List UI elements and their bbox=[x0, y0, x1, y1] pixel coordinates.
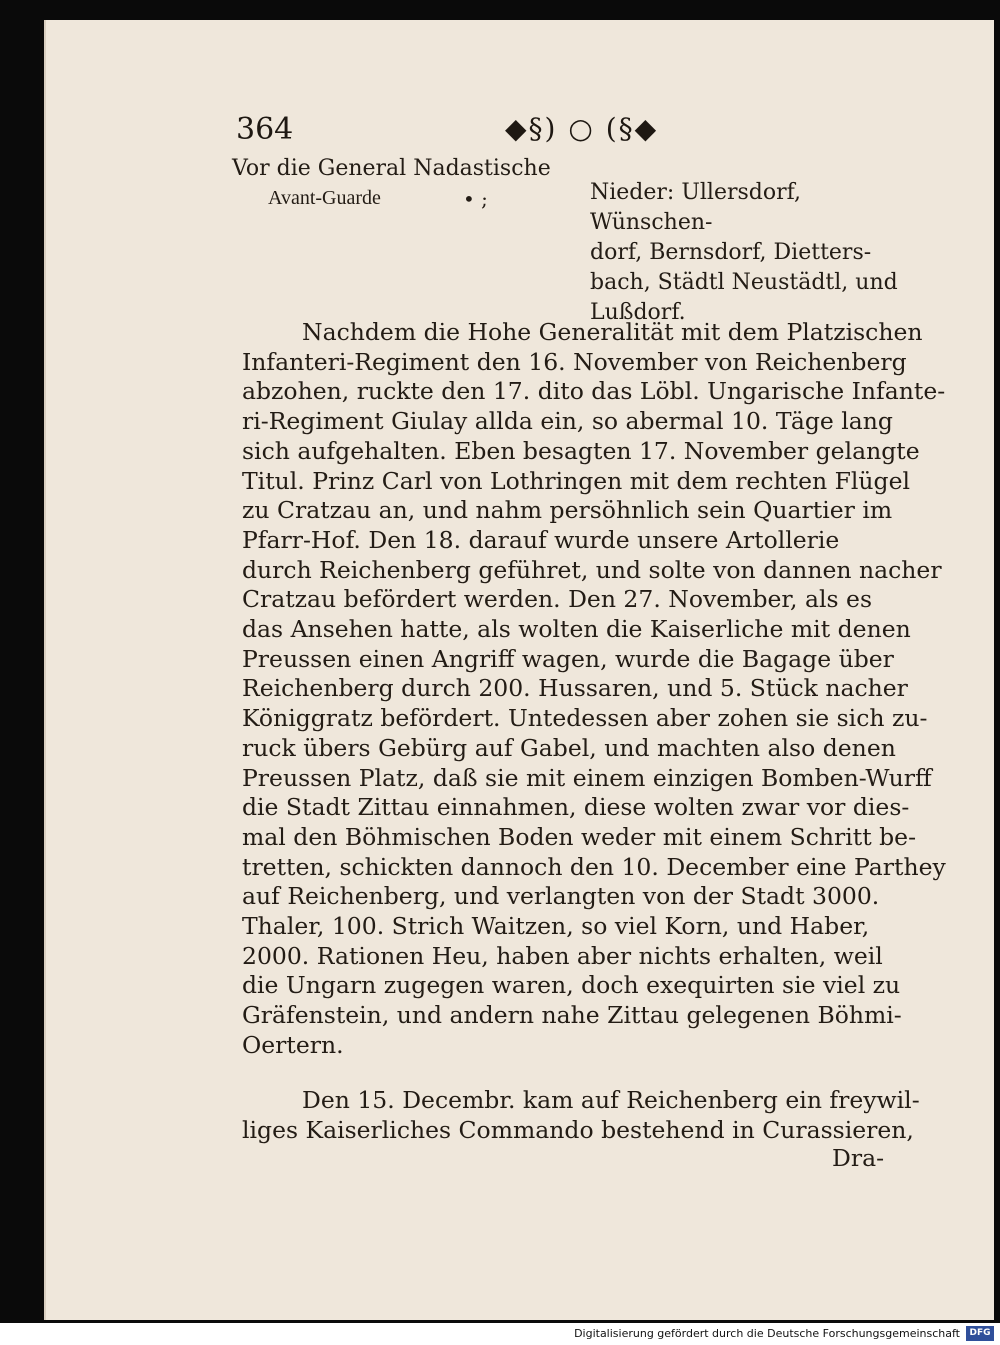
text-line: Pfarr-Hof. Den 18. darauf wurde unsere Artollerie bbox=[242, 525, 840, 554]
dfg-logo: DFG bbox=[966, 1326, 994, 1341]
text-line: abzohen, ruckte den 17. dito das Löbl. Ungarische Infante- bbox=[242, 377, 946, 406]
text-line: Cratzau befördert werden. Den 27. November, als es bbox=[242, 585, 873, 614]
text-line: Preussen einen Angriff wagen, wurde die Bagage über bbox=[242, 644, 894, 673]
text-line: auf Reichenberg, und verlangten von der Stadt 3000. bbox=[242, 882, 880, 911]
place-line: Nieder: Ullersdorf, Wünschen- bbox=[590, 180, 801, 235]
text-line: die Stadt Zittau einnahmen, diese wolten zwar vor dies- bbox=[242, 793, 910, 822]
text-line: die Ungarn zugegen waren, doch exequirten sie viel zu bbox=[242, 971, 901, 1000]
place-line: Lußdorf. bbox=[590, 300, 686, 325]
text-line: Oertern. bbox=[242, 1030, 344, 1059]
text-line: zu Cratzau an, und nahm persöhnlich sein Quartier im bbox=[242, 496, 893, 525]
text-line: Reichenberg durch 200. Hussaren, und 5. Stück nacher bbox=[242, 674, 908, 703]
place-list bbox=[590, 178, 920, 328]
marginal-note-title: Vor die General Nadastische bbox=[232, 156, 551, 181]
text-line: sich aufgehalten. Eben besagten 17. November gelangte bbox=[242, 436, 920, 465]
text-line: Titul. Prinz Carl von Lothringen mit dem rechten Flügel bbox=[242, 466, 911, 495]
text-line: Thaler, 100. Strich Waitzen, so viel Korn, und Haber, bbox=[242, 912, 870, 941]
text-line: 2000. Rationen Heu, haben aber nichts erhalten, weil bbox=[242, 941, 883, 970]
funding-credit: Digitalisierung gefördert durch die Deutsche Forschungsgemeinschaft bbox=[574, 1327, 960, 1340]
page-number: 364 bbox=[236, 112, 294, 147]
text-line: Gräfenstein, und andern nahe Zittau gelegenen Böhmi- bbox=[242, 1001, 902, 1030]
paragraph-second bbox=[242, 1086, 920, 1145]
text-line: Infanteri-Regiment den 16. November von Reichenberg bbox=[242, 347, 907, 376]
text-line: Preussen Platz, daß sie mit einem einzigen Bomben-Wurff bbox=[242, 763, 932, 792]
marginal-note-subtitle: Avant-Guarde bbox=[268, 187, 381, 209]
text-line: Königgratz befördert. Untedessen aber zohen sie sich zu- bbox=[242, 704, 928, 733]
place-line: dorf, Bernsdorf, Dietters- bbox=[590, 240, 872, 265]
text-line: Den 15. Decembr. kam auf Reichenberg ein freywil- bbox=[302, 1086, 920, 1114]
text-line: durch Reichenberg geführet, und solte von dannen nacher bbox=[242, 555, 942, 584]
text-line: ruck übers Gebürg auf Gabel, und machten also denen bbox=[242, 733, 896, 762]
footer-bar bbox=[0, 1323, 1000, 1345]
text-line: das Ansehen hatte, als wolten die Kaiserliche mit denen bbox=[242, 615, 911, 644]
place-line: bach, Städtl Neustädtl, und bbox=[590, 270, 898, 295]
text-line: tretten, schickten dannoch den 10. December eine Parthey bbox=[242, 852, 946, 881]
text-line: ri-Regiment Giulay allda ein, so abermal 10. Täge lang bbox=[242, 407, 893, 436]
text-line: Nachdem die Hohe Generalität mit dem Platzischen bbox=[302, 318, 923, 346]
catchword: Dra- bbox=[832, 1144, 885, 1172]
paragraph-main bbox=[242, 318, 946, 1061]
text-line: liges Kaiserliches Commando bestehend in Curassieren, bbox=[242, 1115, 914, 1144]
header-ornament: ◆§) ○ (§◆ bbox=[505, 112, 659, 145]
text-line: mal den Böhmischen Boden weder mit einem Schritt be- bbox=[242, 822, 917, 851]
marginal-note-leaders: • ; bbox=[463, 187, 488, 211]
